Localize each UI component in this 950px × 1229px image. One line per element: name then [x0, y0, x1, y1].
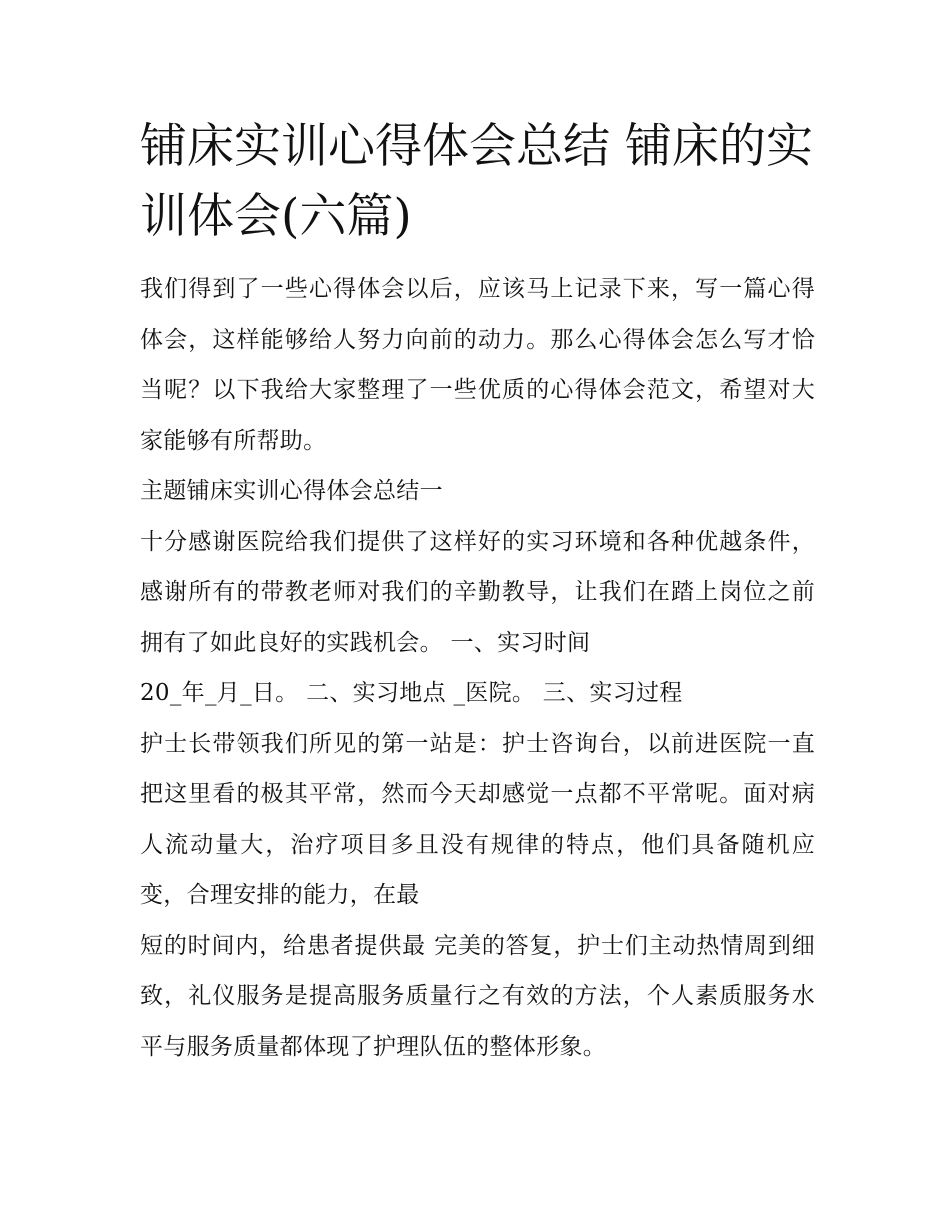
section-heading: 主题铺床实训心得体会总结一: [140, 478, 443, 504]
document-title: 铺床实训心得体会总结 铺床的实训体会(六篇): [140, 119, 813, 244]
body-paragraph: 短的时间内，给患者提供最 完美的答复，护士们主动热情周到细致，礼仪服务是提高服务质量行之有效的方法，个人素质服务水平与服务质量都体现了护理队伍的整体形象。: [140, 932, 815, 1060]
body-paragraph: 护士长带领我们所见的第一站是：护士咨询台，以前进医院一直把这里看的极其平常，然而今天却感觉一点都不平常呢。面对病人流动量大，治疗项目多且没有规律的特点，他们具备随机应变，合理安排的能力，在最: [140, 730, 815, 908]
document-body: [140, 112, 815, 1072]
body-paragraph: 20_年_月_日。 二、实习地点 _医院。 三、实习过程: [140, 680, 683, 706]
intro-paragraph: 我们得到了一些心得体会以后，应该马上记录下来，写一篇心得体会，这样能够给人努力向前的动力。那么心得体会怎么写才恰当呢？以下我给大家整理了一些优质的心得体会范文，希望对大家能够有所帮助。: [140, 276, 815, 454]
body-paragraph: 十分感谢医院给我们提供了这样好的实习环境和各种优越条件，感谢所有的带教老师对我们的辛勤教导，让我们在踏上岗位之前拥有了如此良好的实践机会。 一、实习时间: [140, 528, 815, 656]
